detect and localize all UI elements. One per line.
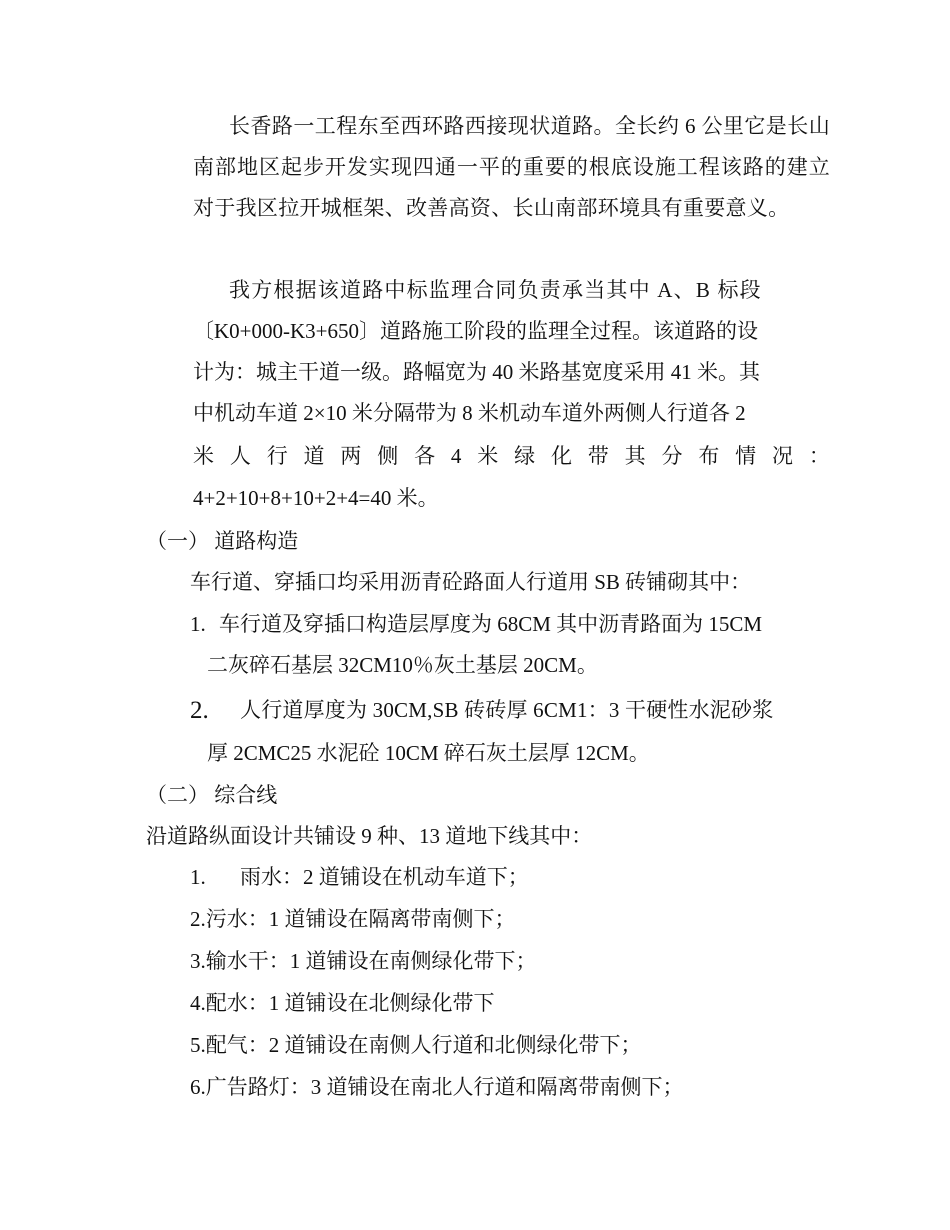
spread-char: 各 <box>414 444 436 468</box>
list-item <box>190 1025 642 1066</box>
list-item-text: 厚 2CMC25 水泥砼 10CM 碎石灰土层厚 12CM。 <box>207 741 650 765</box>
spread-char: 米 <box>193 444 214 468</box>
paragraph-line: 计为：城主干道一级。路幅宽为 40 米路基宽度采用 41 米。其 <box>193 360 760 384</box>
section-heading-utility-lines: （二） 综合线 <box>146 783 278 807</box>
list-item-text: 配气：2 道铺设在南侧人行道和北侧绿化带下； <box>205 1033 642 1057</box>
spread-char: 人 <box>229 444 251 468</box>
paragraph-line: 〔K0+000-K3+650〕道路施工阶段的监理全过程。该道路的设 <box>193 319 759 343</box>
list-item-text: 雨水：2 道铺设在机动车道下； <box>240 865 529 889</box>
spread-char: 绿 <box>514 444 536 468</box>
list-item <box>190 1067 684 1108</box>
list-item-number: 6. <box>190 1075 206 1099</box>
section-heading-road-structure: （一） 道路构造 <box>146 529 299 553</box>
spread-char: 米 <box>477 444 499 468</box>
list-item <box>190 941 537 982</box>
list-item-number: 1. <box>190 612 206 636</box>
paragraph-project-overview: 长香路一工程东至西环路西接现状道路。全长约 6 公里它是长山南部地区起步开发实现四通一平的重要的根底设施工程该路的建立对于我区拉开城框架、改善高资、长山南部环境具有重要意义。 <box>193 114 830 220</box>
list-item-number: 1. <box>190 865 206 889</box>
list-item <box>190 899 516 940</box>
paragraph-line: 中机动车道 2×10 米分隔带为 8 米机动车道外两侧人行道各 2 <box>193 401 746 425</box>
spread-char: 带 <box>587 444 609 468</box>
spread-char: 两 <box>340 444 362 468</box>
spread-char: 化 <box>550 444 572 468</box>
list-item-text: 车行道及穿插口构造层厚度为 68CM 其中沥青路面为 15CM <box>219 612 763 636</box>
spread-char: 4 <box>450 444 462 468</box>
list-item-text: 配水：1 道铺设在北侧绿化带下 <box>205 991 495 1015</box>
list-item-number: 5. <box>190 1033 206 1057</box>
spread-char: 侧 <box>377 444 399 468</box>
list-item-text: 人行道厚度为 30CM,SB 砖砖厚 6CM1：3 干硬性水泥砂浆 <box>240 698 774 722</box>
list-item <box>190 983 495 1024</box>
spread-char: 行 <box>266 444 288 468</box>
spread-char: 情 <box>735 444 757 468</box>
list-item-number: 2. <box>190 907 206 931</box>
spread-char: ： <box>808 444 830 468</box>
paragraph-line-spread <box>193 436 830 477</box>
list-item-number: 2. <box>190 697 209 724</box>
section-intro: 车行道、穿插口均采用沥青砼路面人行道用 SB 砖铺砌其中： <box>190 570 752 594</box>
list-item-number: 3. <box>190 949 206 973</box>
paragraph-line: 我方根据该道路中标监理合同负责承当其中 A、B 标段 <box>229 278 762 302</box>
paragraph-line: 4+2+10+8+10+2+4=40 米。 <box>193 486 439 510</box>
spread-char: 分 <box>661 444 683 468</box>
spread-char: 况 <box>772 444 793 468</box>
list-item-number: 4. <box>190 991 206 1015</box>
spread-char: 道 <box>303 444 325 468</box>
list-item-text: 广告路灯：3 道铺设在南北人行道和隔离带南侧下； <box>205 1075 684 1099</box>
spread-char: 其 <box>624 444 646 468</box>
section-intro: 沿道路纵面设计共铺设 9 种、13 道地下线其中： <box>146 824 593 848</box>
spread-char: 布 <box>698 444 720 468</box>
list-item-text: 二灰碎石基层 32CM10％灰土基层 20CM。 <box>207 653 598 677</box>
list-item-text: 输水干：1 道铺设在南侧绿化带下； <box>205 949 537 973</box>
list-item-text: 污水：1 道铺设在隔离带南侧下； <box>205 907 516 931</box>
